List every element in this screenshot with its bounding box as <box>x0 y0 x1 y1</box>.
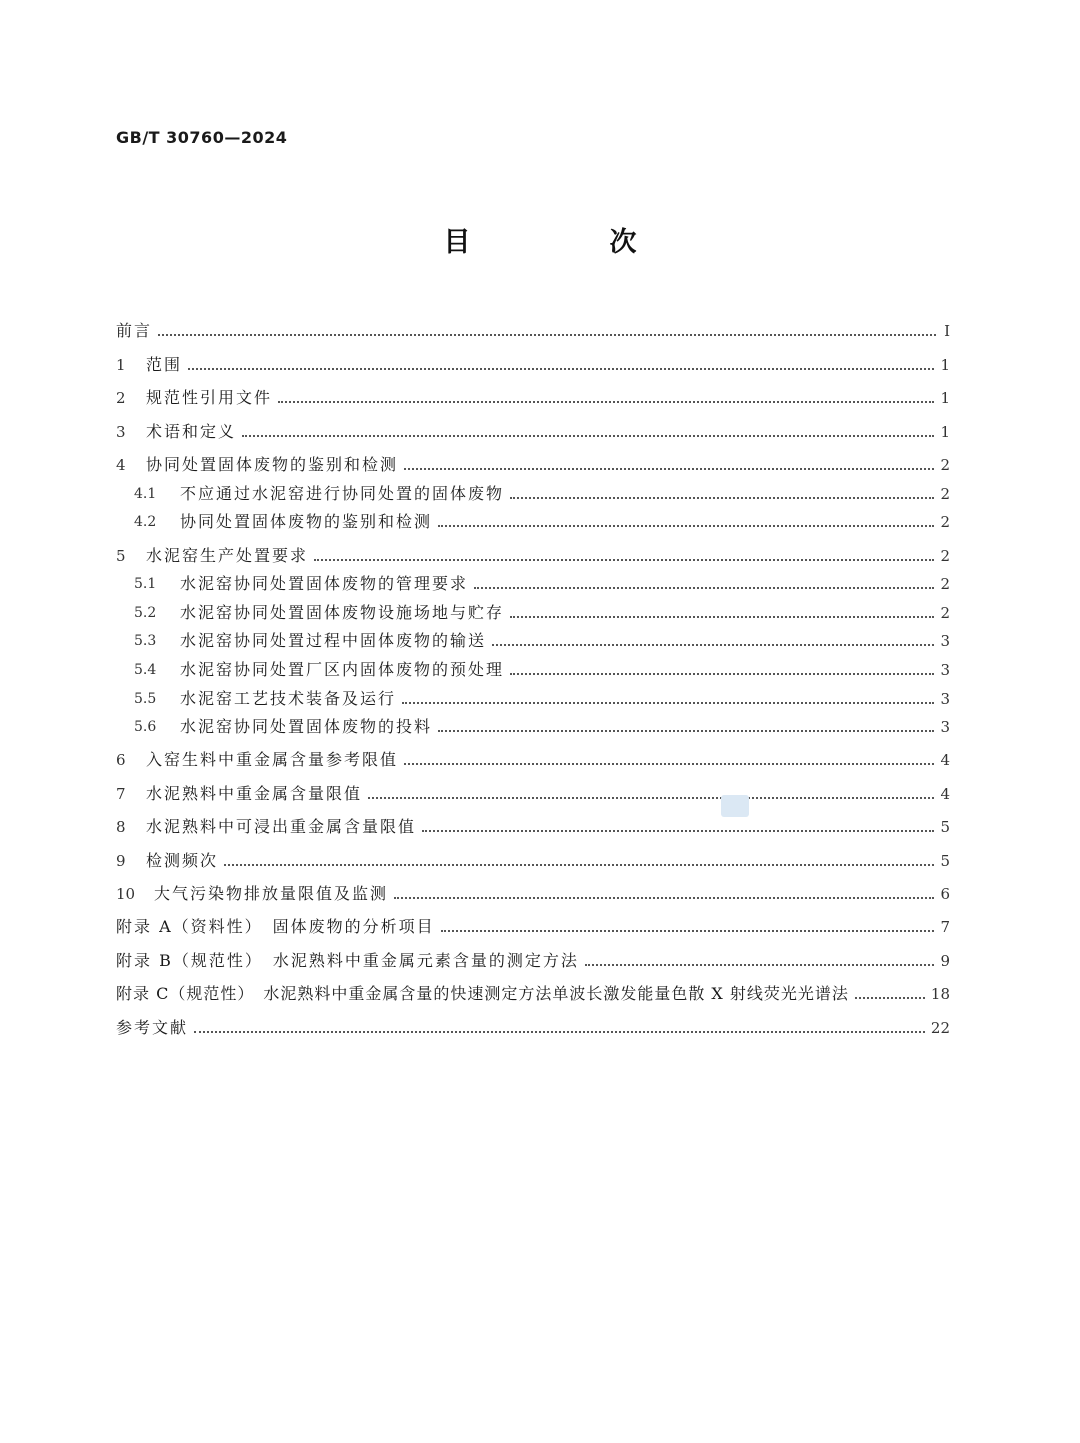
toc-entry-page: 2 <box>940 455 950 474</box>
toc-leader-dots <box>404 763 934 765</box>
toc-entry-label: 水泥窑工艺技术装备及运行 <box>180 688 397 708</box>
toc-entry-number: 5.5 <box>134 690 157 707</box>
toc-leader-dots <box>194 1031 925 1033</box>
toc-entry[interactable] <box>116 837 950 870</box>
toc-leader-dots <box>438 525 934 527</box>
toc-entry-number: 5.1 <box>134 576 157 593</box>
toc-entry-page: 2 <box>940 513 950 532</box>
toc-entry-page: 3 <box>940 718 950 737</box>
toc-leader-dots <box>492 644 934 646</box>
toc-entry-number: 1 <box>116 355 126 374</box>
toc-leader-dots <box>510 497 934 499</box>
toc-leader-dots <box>474 587 934 589</box>
toc-leader-dots <box>278 401 934 403</box>
toc-entry-page: 4 <box>940 751 950 770</box>
toc-entry-label: 不应通过水泥窑进行协同处置的固体废物 <box>180 483 505 503</box>
toc-entry-label: 水泥窑协同处置固体废物设施场地与贮存 <box>180 602 505 622</box>
toc-leader-dots <box>158 334 936 336</box>
toc-entry[interactable] <box>116 375 950 408</box>
toc-entry-number: 7 <box>116 784 126 803</box>
toc-entry-number: 8 <box>116 818 126 837</box>
toc-entry-number: 5.6 <box>134 719 157 736</box>
toc-entry-label: 范围 <box>146 354 183 374</box>
toc-leader-dots <box>314 559 934 561</box>
toc-entry[interactable] <box>116 442 950 475</box>
toc-entry-bibliography[interactable] <box>116 1004 950 1037</box>
toc-entry-page: 2 <box>940 603 950 622</box>
toc-leader-dots <box>188 368 934 370</box>
toc-leader-dots <box>438 730 934 732</box>
toc-entry-page: 7 <box>940 918 950 937</box>
toc-leader-dots <box>402 702 934 704</box>
toc-leader-dots <box>510 616 934 618</box>
toc-entry-page: 6 <box>940 885 950 904</box>
toc-entry-label: 水泥窑协同处置过程中固体废物的输送 <box>180 631 487 651</box>
toc-leader-dots <box>585 964 935 966</box>
toc-entry-page: 2 <box>940 546 950 565</box>
toc-entry-number: 10 <box>116 885 136 904</box>
toc-entry-label: 检测频次 <box>146 850 219 870</box>
toc-entry-number: 5.2 <box>134 604 157 621</box>
toc-subentry[interactable] <box>116 680 950 709</box>
toc-entry-page: 5 <box>940 851 950 870</box>
toc-entry-page: 1 <box>940 355 950 374</box>
toc-leader-dots <box>224 864 934 866</box>
table-of-contents <box>116 308 950 1038</box>
toc-entry[interactable] <box>116 408 950 441</box>
toc-entry[interactable] <box>116 804 950 837</box>
standard-code: GB/T 30760—2024 <box>116 128 288 147</box>
toc-entry-number: 5.3 <box>134 633 157 650</box>
toc-entry-page: 3 <box>940 660 950 679</box>
toc-entry-number: 5 <box>116 546 126 565</box>
toc-leader-dots <box>510 673 934 675</box>
toc-entry-page: 1 <box>940 422 950 441</box>
toc-entry[interactable] <box>116 737 950 770</box>
toc-entry-label: 协同处置固体废物的鉴别和检测 <box>180 512 433 532</box>
toc-entry-label: 附录 C（规范性） 水泥熟料中重金属含量的快速测定方法单波长激发能量色散 X 射线荧光光谱法 <box>116 984 849 1004</box>
toc-entry-label: 术语和定义 <box>146 421 237 441</box>
toc-entry[interactable] <box>116 871 950 904</box>
toc-entry-label: 附录 A（资料性） 固体废物的分析项目 <box>116 917 435 937</box>
toc-entry-page: 1 <box>940 389 950 408</box>
toc-entry-page: 2 <box>940 575 950 594</box>
toc-leader-dots <box>242 435 934 437</box>
toc-leader-dots <box>368 797 934 799</box>
toc-entry-label: 规范性引用文件 <box>146 388 273 408</box>
toc-subentry[interactable] <box>116 566 950 595</box>
toc-entry-label: 水泥熟料中可浸出重金属含量限值 <box>146 817 417 837</box>
toc-entry-page: 22 <box>930 1018 950 1037</box>
toc-entry-label: 附录 B（规范性） 水泥熟料中重金属元素含量的测定方法 <box>116 950 579 970</box>
toc-entry-number: 2 <box>116 389 126 408</box>
toc-title: 目 次 <box>443 227 693 258</box>
toc-subentry[interactable] <box>116 709 950 738</box>
toc-leader-dots <box>422 830 934 832</box>
toc-entry-page: 18 <box>930 985 950 1004</box>
toc-entry-page: 9 <box>940 951 950 970</box>
toc-subentry[interactable] <box>116 594 950 623</box>
toc-entry-label: 参考文献 <box>116 1017 189 1037</box>
toc-entry-number: 4.1 <box>134 485 157 502</box>
toc-entry-label: 水泥窑协同处置固体废物的投料 <box>180 717 433 737</box>
toc-leader-dots <box>441 930 935 932</box>
toc-entry-number: 5.4 <box>134 661 157 678</box>
toc-entry-label: 入窑生料中重金属含量参考限值 <box>146 750 399 770</box>
toc-subentry[interactable] <box>116 475 950 504</box>
toc-entry-annex-b[interactable] <box>116 937 950 970</box>
toc-entry-number: 4.2 <box>134 514 157 531</box>
toc-entry-label: 水泥窑生产处置要求 <box>146 545 309 565</box>
toc-entry-number: 4 <box>116 455 126 474</box>
toc-entry-page: 5 <box>940 818 950 837</box>
toc-entry-label: 水泥窑协同处置厂区内固体废物的预处理 <box>180 659 505 679</box>
toc-entry[interactable] <box>116 532 950 565</box>
toc-subentry[interactable] <box>116 623 950 652</box>
toc-leader-dots <box>404 468 934 470</box>
toc-entry-annex-c[interactable] <box>116 971 950 1004</box>
toc-entry-label: 水泥熟料中重金属含量限值 <box>146 783 363 803</box>
toc-entry-label: 协同处置固体废物的鉴别和检测 <box>146 454 399 474</box>
toc-entry-page: 4 <box>940 784 950 803</box>
toc-leader-dots <box>855 997 925 999</box>
toc-entry-number: 3 <box>116 422 126 441</box>
toc-subentry[interactable] <box>116 504 950 533</box>
toc-entry-annex-a[interactable] <box>116 904 950 937</box>
toc-entry-number: 9 <box>116 851 126 870</box>
toc-subentry[interactable] <box>116 651 950 680</box>
toc-entry-label: 前言 <box>116 321 153 341</box>
toc-entry-page: 3 <box>940 632 950 651</box>
toc-entry-page: Ⅰ <box>944 322 950 341</box>
toc-leader-dots <box>394 897 934 899</box>
toc-entry-page: 2 <box>940 484 950 503</box>
toc-entry-page: 3 <box>940 689 950 708</box>
toc-entry-label: 大气污染物排放量限值及监测 <box>154 884 389 904</box>
toc-entry-label: 水泥窑协同处置固体废物的管理要求 <box>180 574 469 594</box>
toc-entry[interactable] <box>116 770 950 803</box>
watermark-logo <box>721 795 749 817</box>
toc-entry-number: 6 <box>116 751 126 770</box>
toc-entry[interactable] <box>116 341 950 374</box>
toc-entry[interactable] <box>116 308 950 341</box>
